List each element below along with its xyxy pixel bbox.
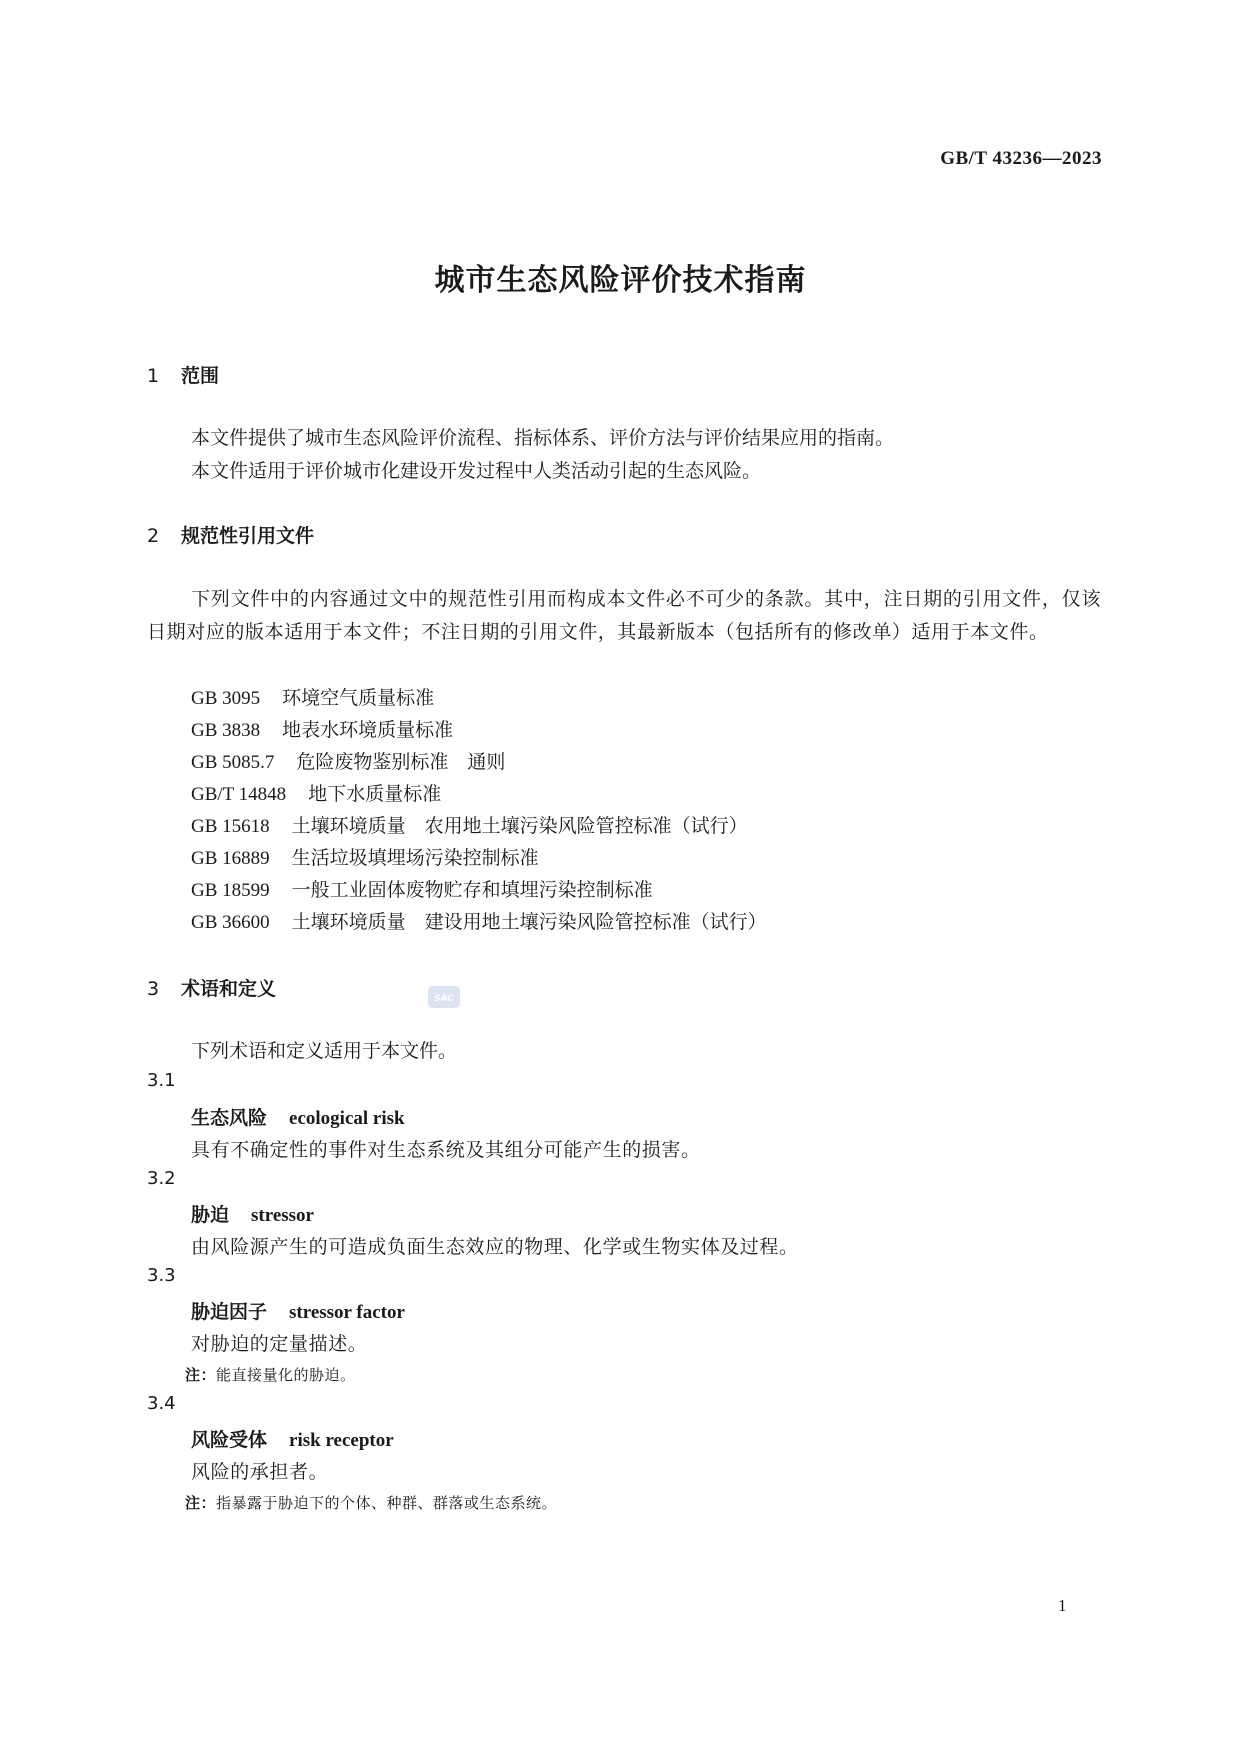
section-2-heading <box>147 521 314 548</box>
term-en: risk receptor <box>289 1430 394 1451</box>
term-en: stressor <box>251 1205 314 1226</box>
term-number: 3.2 <box>147 1168 176 1189</box>
section-number: 2 <box>147 525 160 547</box>
note-text: 能直接量化的胁迫。 <box>216 1366 356 1384</box>
standard-code: GB/T 43236—2023 <box>940 148 1102 169</box>
section-3-heading <box>147 974 276 1001</box>
term-en: stressor factor <box>289 1302 405 1323</box>
term-note <box>185 1364 356 1385</box>
term-number: 3.4 <box>147 1393 176 1414</box>
reference-code: GB 18599 <box>191 880 270 901</box>
term-en: ecological risk <box>289 1108 405 1129</box>
term-heading <box>191 1425 394 1452</box>
term-number: 3.3 <box>147 1265 176 1286</box>
term-definition: 由风险源产生的可造成负面生态效应的物理、化学或生物实体及过程。 <box>191 1236 799 1258</box>
page-number: 1 <box>1058 1596 1067 1615</box>
note-text: 指暴露于胁迫下的个体、种群、群落或生态系统。 <box>216 1494 558 1512</box>
reference-item <box>191 843 539 870</box>
references-intro: 下列文件中的内容通过文中的规范性引用而构成本文件必不可少的条款。其中，注日期的引用文件，仅该日期对应的版本适用于本文件；不注日期的引用文件，其最新版本（包括所有的修改单）适用于本文件。 <box>147 588 1101 643</box>
watermark-text: SAC <box>434 994 454 1004</box>
document-title: 城市生态风险评价技术指南 <box>434 263 807 298</box>
note-label: 注： <box>185 1366 217 1384</box>
reference-code: GB/T 14848 <box>191 784 287 805</box>
reference-code: GB 16889 <box>191 848 270 869</box>
term-heading <box>191 1200 314 1227</box>
term-definition: 风险的承担者。 <box>191 1461 329 1483</box>
section-title: 术语和定义 <box>181 978 277 1000</box>
reference-item <box>191 715 453 742</box>
scope-paragraph-1: 本文件提供了城市生态风险评价流程、指标体系、评价方法与评价结果应用的指南。 <box>191 427 895 449</box>
reference-item <box>191 683 434 710</box>
section-1-heading <box>147 361 219 388</box>
reference-code: GB 3838 <box>191 720 261 741</box>
reference-item <box>191 811 748 838</box>
term-definition: 具有不确定性的事件对生态系统及其组分可能产生的损害。 <box>191 1139 701 1161</box>
reference-title: 环境空气质量标准 <box>282 687 435 709</box>
reference-item <box>191 747 505 774</box>
term-zh: 胁迫因子 <box>191 1301 268 1323</box>
reference-title: 土壤环境质量 建设用地土壤污染风险管控标准（试行） <box>291 911 767 933</box>
reference-title: 地下水质量标准 <box>308 783 442 805</box>
reference-code: GB 3095 <box>191 688 261 709</box>
reference-item <box>191 875 653 902</box>
section-title: 规范性引用文件 <box>181 525 315 547</box>
reference-code: GB 36600 <box>191 912 270 933</box>
term-zh: 风险受体 <box>191 1429 268 1451</box>
term-zh: 生态风险 <box>191 1107 268 1129</box>
reference-title: 一般工业固体废物贮存和填埋污染控制标准 <box>291 879 653 901</box>
reference-item <box>191 779 441 806</box>
reference-title: 地表水环境质量标准 <box>282 719 454 741</box>
term-definition: 对胁迫的定量描述。 <box>191 1333 368 1355</box>
scope-paragraph-2: 本文件适用于评价城市化建设开发过程中人类活动引起的生态风险。 <box>191 460 762 482</box>
reference-title: 土壤环境质量 农用地土壤污染风险管控标准（试行） <box>291 815 748 837</box>
term-heading <box>191 1297 405 1324</box>
note-label: 注： <box>185 1494 217 1512</box>
terms-intro: 下列术语和定义适用于本文件。 <box>191 1040 458 1062</box>
reference-title: 生活垃圾填埋场污染控制标准 <box>291 847 539 869</box>
term-note <box>185 1492 557 1513</box>
term-zh: 胁迫 <box>191 1204 230 1226</box>
section-number: 3 <box>147 978 160 1000</box>
section-title: 范围 <box>181 365 220 387</box>
reference-item <box>191 907 767 934</box>
sac-watermark-logo <box>427 985 461 1009</box>
term-heading <box>191 1103 405 1130</box>
reference-title: 危险废物鉴别标准 通则 <box>296 751 506 773</box>
term-number: 3.1 <box>147 1070 176 1091</box>
reference-code: GB 5085.7 <box>191 752 275 773</box>
section-number: 1 <box>147 365 160 387</box>
reference-code: GB 15618 <box>191 816 270 837</box>
